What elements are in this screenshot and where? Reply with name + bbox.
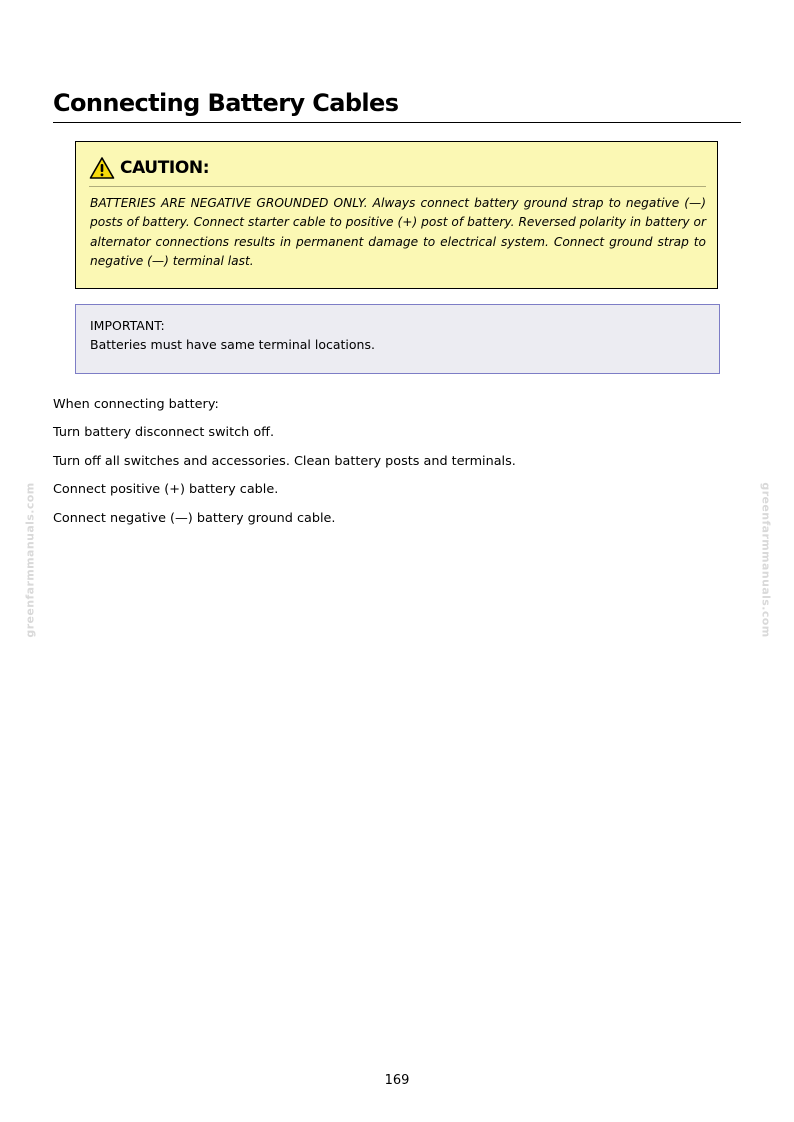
instruction-list xyxy=(53,391,516,533)
caution-label: CAUTION: xyxy=(120,158,210,178)
page-number: 169 xyxy=(384,1073,410,1088)
instruction-step: Turn battery disconnect switch off. xyxy=(53,425,275,441)
title-divider xyxy=(53,122,741,123)
caution-text: BATTERIES ARE NEGATIVE GROUNDED ONLY. Always connect battery ground strap to negative (—) posts of battery. Connect starter cable to positive (+) post of battery. Reversed polarity in battery or alternator connections results in permanent damage to electrical system. Connect ground strap to negative (—) terminal last. xyxy=(90,196,706,268)
instruction-intro: When connecting battery: xyxy=(53,397,219,412)
watermark-left: greenfarmmanuals.com xyxy=(23,482,37,638)
warning-triangle-icon xyxy=(89,156,115,180)
page-title: Connecting Battery Cables xyxy=(53,89,399,117)
important-label: IMPORTANT: xyxy=(90,318,165,333)
caution-divider xyxy=(89,186,706,187)
instruction-step: Connect positive (+) battery cable. xyxy=(53,482,279,498)
important-box xyxy=(75,304,720,374)
caution-header xyxy=(89,154,209,182)
instruction-step: Turn off all switches and accessories. Clean battery posts and terminals. xyxy=(53,453,516,469)
instruction-step: Connect negative (—) battery ground cable. xyxy=(53,510,336,526)
caution-box xyxy=(75,141,718,289)
important-text: Batteries must have same terminal locations. xyxy=(90,337,375,352)
watermark-right: greenfarmmanuals.com xyxy=(759,482,773,638)
